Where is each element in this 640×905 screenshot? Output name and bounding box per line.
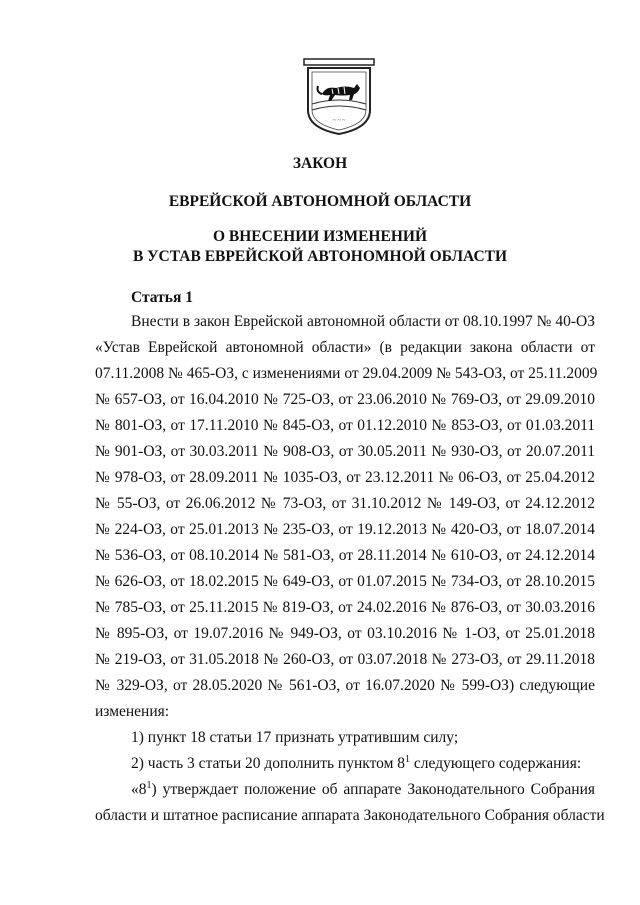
text-line: № 978-ОЗ, от 28.09.2011 № 1035-ОЗ, от 23.12.2011 № 06-ОЗ, от 25.04.2012 — [95, 469, 595, 486]
quote-line-1 — [95, 777, 595, 803]
svg-text:~ ~ ~: ~ ~ ~ — [332, 118, 346, 124]
law-subject-line-1: О ВНЕСЕНИИ ИЗМЕНЕНИЙ — [212, 228, 427, 245]
article-body — [95, 309, 605, 829]
text-line: 07.11.2008 № 465-ОЗ, с изменениями от 29.04.2009 № 543-ОЗ, от 25.11.2009 — [95, 365, 598, 382]
article-heading: Статья 1 — [131, 289, 193, 306]
text-line: № 657-ОЗ, от 16.04.2010 № 725-ОЗ, от 23.06.2010 № 769-ОЗ, от 29.09.2010 — [95, 391, 595, 408]
text-line: № 536-ОЗ, от 08.10.2014 № 581-ОЗ, от 28.11.2014 № 610-ОЗ, от 24.12.2014 — [95, 547, 595, 564]
list-item-2-text-end: следующего содержания: — [410, 755, 582, 772]
text-line: № 626-ОЗ, от 18.02.2015 № 649-ОЗ, от 01.07.2015 № 734-ОЗ, от 28.10.2015 — [95, 573, 595, 590]
quote-text: ) утверждает положение об аппарате Законодательного Собрания — [151, 781, 595, 798]
text-line: изменения: — [95, 703, 170, 720]
law-subject-line-2: В УСТАВ ЕВРЕЙСКОЙ АВТОНОМНОЙ ОБЛАСТИ — [132, 248, 508, 265]
region-name: ЕВРЕЙСКОЙ АВТОНОМНОЙ ОБЛАСТИ — [168, 193, 472, 210]
text-line: «Устав Еврейской автономной области» (в редакции закона области от — [95, 339, 595, 356]
text-line: № 801-ОЗ, от 17.11.2010 № 845-ОЗ, от 01.12.2010 № 853-ОЗ, от 01.03.2011 — [95, 417, 595, 434]
coat-of-arms-icon — [302, 58, 376, 138]
text-line: № 219-ОЗ, от 31.05.2018 № 260-ОЗ, от 03.07.2018 № 273-ОЗ, от 29.11.2018 — [95, 651, 595, 668]
superscript: 1 — [146, 780, 152, 791]
list-item-2 — [95, 751, 595, 777]
quote-line-2: области и штатное расписание аппарата Законодательного Собрания области — [95, 807, 605, 824]
text-line: № 901-ОЗ, от 30.03.2011 № 908-ОЗ, от 30.05.2011 № 930-ОЗ, от 20.07.2011 — [95, 443, 595, 460]
text-line: № 785-ОЗ, от 25.11.2015 № 819-ОЗ, от 24.02.2016 № 876-ОЗ, от 30.03.2016 — [95, 599, 595, 616]
law-subject — [0, 227, 640, 267]
superscript: 1 — [405, 754, 411, 765]
text-line: № 329-ОЗ, от 28.05.2020 № 561-ОЗ, от 16.07.2020 № 599-ОЗ) следующие — [95, 677, 595, 694]
text-line: № 224-ОЗ, от 25.01.2013 № 235-ОЗ, от 19.12.2013 № 420-ОЗ, от 18.07.2014 — [95, 521, 595, 538]
list-item-2-text: 2) часть 3 статьи 20 дополнить пунктом 8 — [131, 755, 406, 772]
document-type: ЗАКОН — [292, 155, 348, 172]
quote-open: «8 — [131, 781, 147, 798]
text-line: № 55-ОЗ, от 26.06.2012 № 73-ОЗ, от 31.10.2012 № 149-ОЗ, от 24.12.2012 — [95, 495, 595, 512]
text-line: Внести в закон Еврейской автономной области от 08.10.1997 № 40-ОЗ — [131, 313, 595, 330]
list-item-1: 1) пункт 18 статьи 17 признать утратившим силу; — [131, 729, 459, 746]
text-line: № 895-ОЗ, от 19.07.2016 № 949-ОЗ, от 03.10.2016 № 1-ОЗ, от 25.01.2018 — [95, 625, 595, 642]
